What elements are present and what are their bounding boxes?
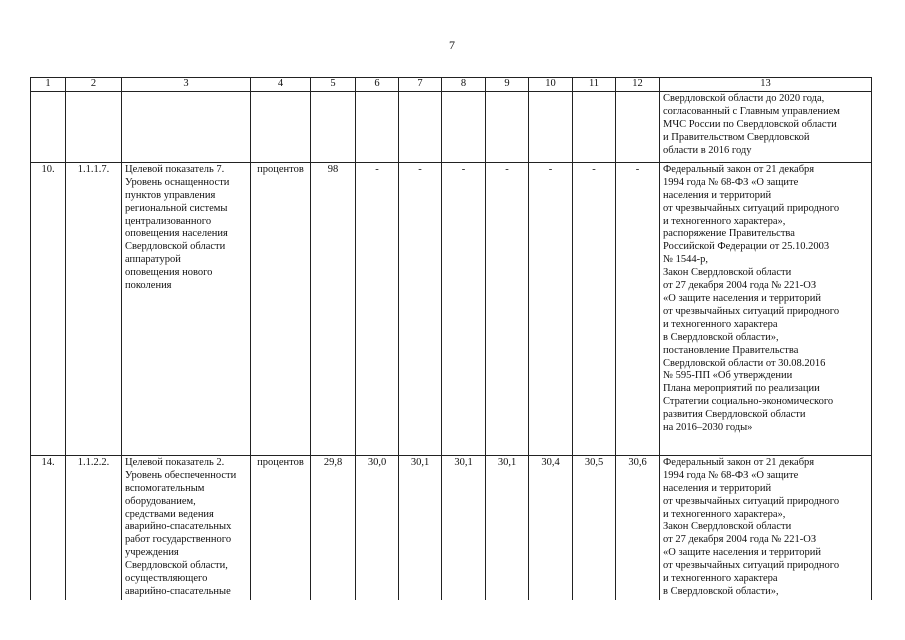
value-col-10: - (529, 162, 573, 455)
header-col-10: 10 (529, 78, 573, 92)
header-col-13: 13 (660, 78, 872, 92)
indicators-table (30, 77, 872, 600)
value-col-6: 30,0 (356, 455, 399, 599)
unit: процентов (251, 455, 311, 599)
indicator-name: Целевой показатель 7. Уровень оснащенности пунктов управления региональной системы централизованного оповещения населения Свердловской области аппаратурой оповещения нового поколения (122, 162, 251, 455)
header-col-6: 6 (356, 78, 399, 92)
row-number: 10. (31, 162, 66, 455)
header-col-7: 7 (399, 78, 442, 92)
legal-source: Федеральный закон от 21 декабря 1994 года № 68-ФЗ «О защите населения и территорий от чрезвычайных ситуаций природного и техногенного характера», Закон Свердловской области от 27 декабря 2004 года № 221-ОЗ «О защите населения и территорий от чрезвычайных ситуаций природного и техногенного характера в Свердловской области», (660, 455, 872, 599)
value-col-7: - (399, 162, 442, 455)
value-col-7: 30,1 (399, 455, 442, 599)
value-col-9: - (486, 162, 529, 455)
header-col-8: 8 (442, 78, 486, 92)
row-code: 1.1.2.2. (66, 455, 122, 599)
header-col-1: 1 (31, 78, 66, 92)
legal-source: Федеральный закон от 21 декабря 1994 года № 68-ФЗ «О защите населения и территорий от чрезвычайных ситуаций природного и техногенного характера», распоряжение Правительства Российской Федерации от 25.10.2003 № 1544-р, Закон Свердловской области от 27 декабря 2004 года № 221-ОЗ «О защите населения и территорий от чрезвычайных ситуаций природного и техногенного характера в Свердловской области», постановление Правительства Свердловской области от 30.08.2016 № 595-ПП «Об утверждении Плана мероприятий по реализации Стратегии социально-экономического развития Свердловской области на 2016–2030 годы» (660, 162, 872, 455)
value-col-11: - (573, 162, 616, 455)
header-col-12: 12 (616, 78, 660, 92)
indicator-name: Целевой показатель 2. Уровень обеспеченности вспомогательным оборудованием, средствами ведения аварийно-спасательных работ государственного учреждения Свердловской области, осуществляющего аварийно-спасательные (122, 455, 251, 599)
value-col-8: 30,1 (442, 455, 486, 599)
page-number: 7 (449, 38, 455, 52)
table-row (31, 162, 872, 455)
row-number: 14. (31, 455, 66, 599)
value-col-12: - (616, 162, 660, 455)
unit: процентов (251, 162, 311, 455)
table-row-continuation (31, 91, 872, 162)
header-col-9: 9 (486, 78, 529, 92)
value-col-6: - (356, 162, 399, 455)
continuation-source: Свердловской области до 2020 года, согласованный с Главным управлением МЧС России по Свердловской области и Правительством Свердловской области в 2016 году (660, 91, 872, 162)
table-header (31, 78, 872, 92)
value-col-11: 30,5 (573, 455, 616, 599)
header-col-11: 11 (573, 78, 616, 92)
header-col-5: 5 (311, 78, 356, 92)
value-col-9: 30,1 (486, 455, 529, 599)
table-row (31, 455, 872, 599)
header-col-4: 4 (251, 78, 311, 92)
value-col-8: - (442, 162, 486, 455)
value-col-5: 29,8 (311, 455, 356, 599)
value-col-5: 98 (311, 162, 356, 455)
value-col-10: 30,4 (529, 455, 573, 599)
row-code: 1.1.1.7. (66, 162, 122, 455)
header-col-2: 2 (66, 78, 122, 92)
value-col-12: 30,6 (616, 455, 660, 599)
header-col-3: 3 (122, 78, 251, 92)
